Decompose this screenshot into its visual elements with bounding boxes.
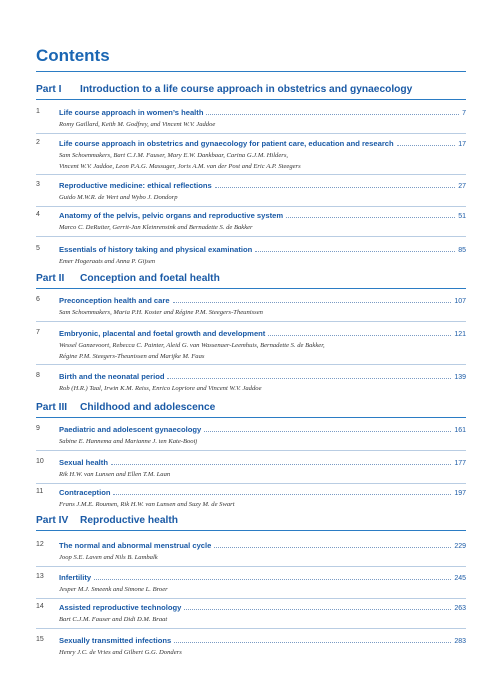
chapter-title-link[interactable]: Life course approach in women’s health bbox=[59, 108, 204, 117]
page-number[interactable]: 161 bbox=[454, 427, 466, 434]
dot-leader bbox=[113, 494, 451, 495]
dot-leader bbox=[286, 217, 455, 218]
chapter-line bbox=[59, 329, 466, 338]
chapter-title-link[interactable]: Reproductive medicine: ethical reflections bbox=[59, 181, 212, 190]
chapter-number: 3 bbox=[36, 181, 40, 188]
chapter-number: 4 bbox=[36, 211, 40, 218]
chapter-authors bbox=[59, 192, 178, 203]
dot-leader bbox=[204, 431, 451, 432]
chapter-title-link[interactable]: Preconception health and care bbox=[59, 296, 170, 305]
author-line: Sam Schoenmakers, Maria P.H. Koster and Régine P.M. Steegers-Theunissen bbox=[59, 309, 263, 316]
author-line: Joop S.E. Laven and Nils B. Lambalk bbox=[59, 554, 158, 561]
page-number[interactable]: 229 bbox=[454, 543, 466, 550]
part-heading bbox=[36, 515, 466, 526]
entry-separator bbox=[36, 133, 466, 134]
dot-leader bbox=[173, 302, 452, 303]
chapter-number: 9 bbox=[36, 425, 40, 432]
chapter-authors bbox=[59, 469, 170, 480]
dot-leader bbox=[206, 114, 459, 115]
chapter-number: 15 bbox=[36, 636, 44, 643]
entry-separator bbox=[36, 483, 466, 484]
dot-leader bbox=[167, 378, 451, 379]
dot-leader bbox=[184, 609, 451, 610]
chapter-authors bbox=[59, 256, 155, 267]
chapter-line bbox=[59, 488, 466, 497]
page-number[interactable]: 177 bbox=[454, 460, 466, 467]
chapter-number: 11 bbox=[36, 488, 44, 495]
author-line: Sam Schoenmakers, Bart C.J.M. Fauser, Mary E.W. Dankbaar, Carina G.J.M. Hilders, bbox=[59, 152, 289, 159]
chapter-line bbox=[59, 181, 466, 190]
author-line: Rob (H.R.) Taal, Irwin K.M. Reiss, Enrico Lopriore and Vincent W.V. Jaddoe bbox=[59, 385, 262, 392]
chapter-title-link[interactable]: The normal and abnormal menstrual cycle bbox=[59, 541, 212, 550]
chapter-authors bbox=[59, 614, 167, 625]
dot-leader bbox=[397, 145, 456, 146]
chapter-line bbox=[59, 636, 466, 645]
page-title: Contents bbox=[36, 46, 110, 65]
author-line: Jesper M.J. Smeenk and Simone L. Broer bbox=[59, 586, 168, 593]
chapter-title-link[interactable]: Embryonic, placental and foetal growth and development bbox=[59, 329, 266, 338]
part-rule bbox=[36, 530, 466, 531]
author-line: Henry J.C. de Vries and Gilbert G.G. Donders bbox=[59, 649, 182, 656]
author-line: Wessel Ganzevoort, Rebecca C. Painter, Aleid G. van Wassenaer-Leemhuis, Bernadette S. de Bakker, bbox=[59, 342, 325, 349]
part-heading bbox=[36, 273, 466, 284]
page-number[interactable]: 245 bbox=[454, 575, 466, 582]
chapter-line bbox=[59, 603, 466, 612]
page-number[interactable]: 263 bbox=[454, 605, 466, 612]
author-line: Romy Gaillard, Keith M. Godfrey, and Vincent W.V. Jaddoe bbox=[59, 121, 216, 128]
chapter-title-link[interactable]: Life course approach in obstetrics and gynaecology for patient care, education and research bbox=[59, 139, 394, 148]
chapter-number: 2 bbox=[36, 139, 40, 146]
part-heading bbox=[36, 402, 466, 413]
chapter-number: 13 bbox=[36, 573, 44, 580]
part-title: Childhood and adolescence bbox=[80, 402, 216, 413]
chapter-title-link[interactable]: Infertility bbox=[59, 573, 92, 582]
chapter-title-link[interactable]: Sexual health bbox=[59, 458, 108, 467]
page-number[interactable]: 283 bbox=[454, 638, 466, 645]
chapter-line bbox=[59, 245, 466, 254]
chapter-title-link[interactable]: Birth and the neonatal period bbox=[59, 372, 165, 381]
dot-leader bbox=[268, 335, 451, 336]
chapter-title-link[interactable]: Assisted reproductive technology bbox=[59, 603, 182, 612]
entry-separator bbox=[36, 174, 466, 175]
dot-leader bbox=[111, 464, 451, 465]
author-line: Guido M.W.R. de Wert and Wybo J. Dondorp bbox=[59, 194, 178, 201]
dot-leader bbox=[94, 579, 451, 580]
page-number[interactable]: 85 bbox=[458, 247, 466, 254]
chapter-number: 6 bbox=[36, 296, 40, 303]
entry-separator bbox=[36, 628, 466, 629]
author-line: Frans J.M.E. Roumen, Rik H.W. van Lunsen and Suzy M. de Swart bbox=[59, 501, 235, 508]
page-number[interactable]: 121 bbox=[454, 331, 466, 338]
chapter-authors bbox=[59, 584, 168, 595]
chapter-authors bbox=[59, 383, 262, 394]
part-label: Part II bbox=[36, 273, 65, 284]
part-label: Part III bbox=[36, 402, 68, 413]
entry-separator bbox=[36, 236, 466, 237]
chapter-title-link[interactable]: Paediatric and adolescent gynaecology bbox=[59, 425, 202, 434]
dot-leader bbox=[214, 547, 451, 548]
chapter-number: 10 bbox=[36, 458, 44, 465]
page-number[interactable]: 51 bbox=[458, 213, 466, 220]
chapter-line bbox=[59, 211, 466, 220]
chapter-authors bbox=[59, 307, 263, 318]
dot-leader bbox=[174, 642, 451, 643]
author-line: Vincent W.V. Jaddoe, Leon P.A.G. Massuger, Joris A.M. van der Post and Eric A.P. Steegers bbox=[59, 163, 301, 170]
entry-separator bbox=[36, 364, 466, 365]
chapter-line bbox=[59, 108, 466, 117]
author-line: Sabine E. Hannema and Marianne J. ten Kate-Booij bbox=[59, 438, 198, 445]
part-label: Part IV bbox=[36, 515, 69, 526]
author-line: Régine P.M. Steegers-Theunissen and Marijke M. Faas bbox=[59, 353, 205, 360]
part-title: Introduction to a life course approach in obstetrics and gynaecology bbox=[80, 84, 413, 95]
chapter-authors bbox=[59, 499, 235, 510]
chapter-number: 1 bbox=[36, 108, 40, 115]
chapter-authors bbox=[59, 340, 325, 362]
dot-leader bbox=[255, 251, 455, 252]
chapter-line bbox=[59, 372, 466, 381]
chapter-line bbox=[59, 139, 466, 148]
part-heading bbox=[36, 84, 466, 95]
author-line: Marco C. DeRuiter, Gerrit-Jan Kleinrensink and Bernadette S. de Bakker bbox=[59, 224, 253, 231]
page-number[interactable]: 197 bbox=[454, 490, 466, 497]
chapter-line bbox=[59, 541, 466, 550]
chapter-line bbox=[59, 296, 466, 305]
part-rule bbox=[36, 417, 466, 418]
chapter-authors bbox=[59, 552, 158, 563]
chapter-title-link[interactable]: Essentials of history taking and physical examination bbox=[59, 245, 253, 254]
chapter-number: 5 bbox=[36, 245, 40, 252]
page-number[interactable]: 107 bbox=[454, 298, 466, 305]
author-line: Bart C.J.M. Fauser and Didi D.M. Braat bbox=[59, 616, 168, 623]
page-number[interactable]: 139 bbox=[454, 374, 466, 381]
chapter-authors bbox=[59, 119, 215, 130]
author-line: Emer Hogeraats and Anna P. Gijsen bbox=[59, 258, 156, 265]
entry-separator bbox=[36, 206, 466, 207]
entry-separator bbox=[36, 598, 466, 599]
chapter-line bbox=[59, 425, 466, 434]
chapter-title-link[interactable]: Anatomy of the pelvis, pelvic organs and reproductive system bbox=[59, 211, 284, 220]
chapter-title-link[interactable]: Sexually transmitted infections bbox=[59, 636, 172, 645]
page-number[interactable]: 7 bbox=[462, 110, 466, 117]
title-rule bbox=[36, 71, 466, 72]
part-title: Conception and foetal health bbox=[80, 273, 220, 284]
chapter-title-link[interactable]: Contraception bbox=[59, 488, 111, 497]
part-label: Part I bbox=[36, 84, 62, 95]
chapter-authors bbox=[59, 647, 182, 658]
entry-separator bbox=[36, 566, 466, 567]
author-line: Rik H.W. van Lunsen and Ellen T.M. Laan bbox=[59, 471, 171, 478]
part-rule bbox=[36, 99, 466, 100]
dot-leader bbox=[215, 187, 455, 188]
chapter-line bbox=[59, 458, 466, 467]
chapter-number: 14 bbox=[36, 603, 44, 610]
chapter-authors bbox=[59, 150, 301, 172]
chapter-number: 7 bbox=[36, 329, 40, 336]
part-title: Reproductive health bbox=[80, 515, 178, 526]
chapter-number: 12 bbox=[36, 541, 44, 548]
entry-separator bbox=[36, 450, 466, 451]
chapter-number: 8 bbox=[36, 372, 40, 379]
chapter-authors bbox=[59, 436, 197, 447]
page-number[interactable]: 27 bbox=[458, 183, 466, 190]
part-rule bbox=[36, 288, 466, 289]
page-number[interactable]: 17 bbox=[458, 141, 466, 148]
entry-separator bbox=[36, 321, 466, 322]
chapter-authors bbox=[59, 222, 253, 233]
chapter-line bbox=[59, 573, 466, 582]
